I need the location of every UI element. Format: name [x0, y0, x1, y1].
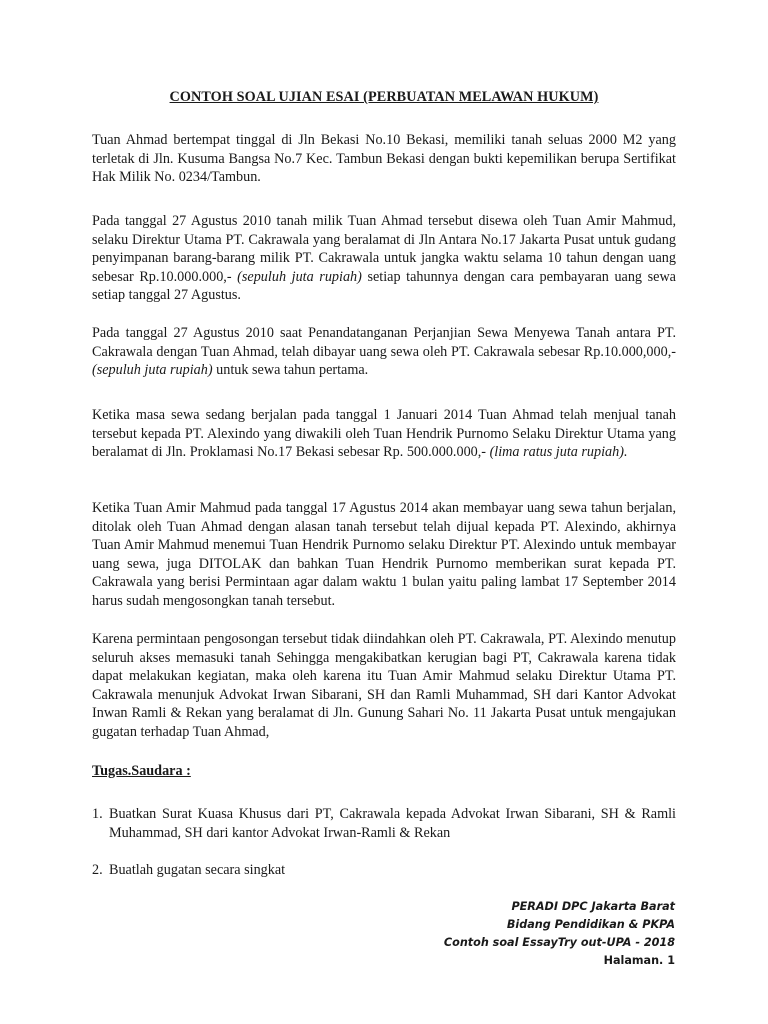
- paragraph-lawsuit-filing: Karena permintaan pengosongan tersebut tidak diindahkan oleh PT. Cakrawala, PT. Alexindo menutup seluruh akses memasuki tanah Sehingga mengakibatkan kerugian bagi PT, Cakrawala karena tidak dapat melakukan kegiatan, maka oleh karena itu Tuan Amir Mahmud selaku Direktur Utama PT. Cakrawala menunjuk Advokat Irwan Sibarani, SH dan Ramli Muhammad, SH dari Kantor Advokat Inwan Ramli & Rekan yang beralamat di Jln. Gunung Sahari No. 11 Jakarta Pusat untuk mengajukan gugatan terhadap Tuan Ahmad,: [92, 631, 676, 740]
- footer-organization: PERADI DPC Jakarta Barat: [511, 900, 675, 913]
- paragraph-payment-refused: Ketika Tuan Amir Mahmud pada tanggal 17 Agustus 2014 akan membayar uang sewa tahun berjalan, ditolak oleh Tuan Ahmad dengan alasan tanah tersebut telah dijual kepada PT. Alexindo, akhirnya Tuan Amir Mahmud menemui Tuan Hendrik Purnomo selaku Direktur PT. Alexindo untuk membayar uang sewa, juga DITOLAK dan bahkan Tuan Hendrik Purnomo memberikan surat kepada PT. Cakrawala yang berisi Permintaan agar dalam waktu 1 bulan yaitu paling lambat 17 September 2014 harus sudah mengosongkan tanah tersebut.: [92, 500, 676, 609]
- paragraph-text: Pada tanggal 27 Agustus 2010 tanah milik Tuan Ahmad tersebut disewa oleh Tuan Amir Mahmud, selaku Direktur Utama PT. Cakrawala yang beralamat di Jln Antara No.17 Jakarta Pusat untuk gudang penyimpanan barang-barang milik PT. Cakrawala untuk jangka waktu selama 10 tahun dengan uang sebesar Rp.10.000.000,-: [92, 213, 676, 285]
- task-item: [92, 861, 676, 880]
- paragraph-text: Ketika masa sewa sedang berjalan pada tanggal 1 Januari 2014 Tuan Ahmad telah menjual tanah tersebut kepada PT. Alexindo yang diwakili oleh Tuan Hendrik Purnomo Selaku Direktur Utama yang beralamat di Jln. Proklamasi No.17 Bekasi sebesar Rp. 500.000.000,-: [92, 407, 676, 461]
- document-footer: [444, 898, 675, 970]
- paragraph-land-sale: [92, 406, 676, 462]
- paragraph-text: untuk sewa tahun pertama.: [212, 362, 369, 379]
- paragraph-text: Pada tanggal 27 Agustus 2010 saat Penandatanganan Perjanjian Sewa Menyewa Tanah antara PT. Cakrawala dengan Tuan Ahmad, telah dibayar uang sewa oleh PT. Cakrawala sebesar Rp.10.000,000,-: [92, 325, 676, 360]
- paragraph-lease-agreement: [92, 212, 676, 305]
- task-text: Buatlah gugatan secara singkat: [109, 862, 286, 878]
- paragraph-text: setiap tahunnya dengan cara pembayaran uang sewa setiap tanggal 27 Agustus.: [92, 268, 676, 304]
- paragraph-italic-amount: (sepuluh juta rupiah): [237, 268, 362, 285]
- tasks-heading: Tugas.Saudara :: [92, 763, 191, 779]
- footer-document-label: Contoh soal EssayTry out-UPA - 2018: [443, 936, 675, 949]
- footer-page-number: Halaman. 1: [603, 954, 675, 967]
- task-item: [92, 805, 676, 842]
- paragraph-case-background: Tuan Ahmad bertempat tinggal di Jln Bekasi No.10 Bekasi, memiliki tanah seluas 2000 M2 yang terletak di Jln. Kusuma Bangsa No.7 Kec. Tambun Bekasi dengan bukti kepemilikan berupa Sertifikat Hak Milik No. 0234/Tambun.: [92, 132, 676, 186]
- paragraph-italic-amount: (lima ratus juta rupiah).: [489, 444, 628, 461]
- task-number: 2.: [92, 862, 103, 878]
- document-title: CONTOH SOAL UJIAN ESAI (PERBUATAN MELAWAN HUKUM): [169, 89, 599, 105]
- task-number: 1.: [92, 806, 103, 822]
- footer-division: Bidang Pendidikan & PKPA: [506, 918, 675, 931]
- task-text: Buatkan Surat Kuasa Khusus dari PT, Cakrawala kepada Advokat Irwan Sibarani, SH & Ramli Muhammad, SH dari kantor Advokat Irwan-Ramli & Rekan: [109, 806, 676, 841]
- paragraph-italic-amount: (sepuluh juta rupiah): [92, 362, 213, 379]
- paragraph-first-payment: [92, 324, 676, 380]
